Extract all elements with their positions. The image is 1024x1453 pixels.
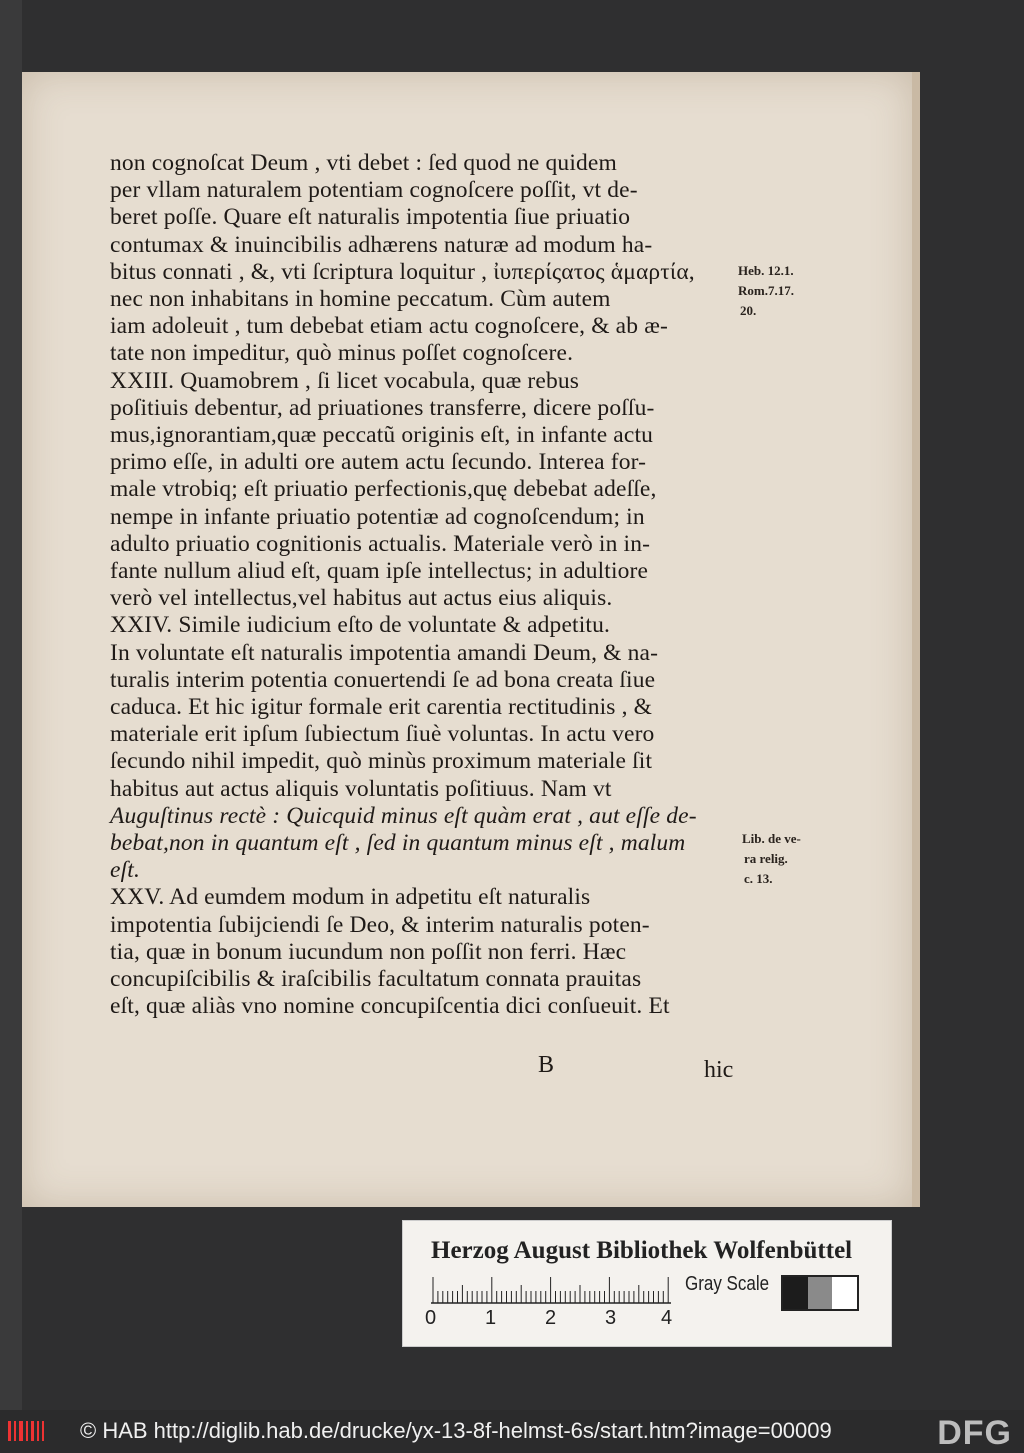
text-line: nec non inhabitans in homine peccatum. Cùm autem [110, 286, 611, 313]
page-edge [912, 72, 920, 1207]
text-line: bebat,non in quantum eſt , ſed in quantum minus eſt , malum [110, 830, 686, 857]
text-line: In voluntate eſt naturalis impotentia amandi Deum, & na- [110, 639, 659, 666]
text-line: nempe in infante priuatio potentiæ ad cognoſcendum; in [110, 503, 645, 530]
signature-mark: B [538, 1052, 555, 1078]
text-line: ſecundo nihil impedit, quò minùs proximum materiale ſit [110, 748, 653, 775]
ruler-number: 4 [661, 1307, 673, 1329]
text-line: poſitiuis debentur, ad priuationes transferre, dicere poſſu- [110, 394, 655, 421]
gray-scale-swatches [781, 1275, 859, 1311]
text-line: XXV. Ad eumdem modum in adpetitu eſt naturalis [110, 884, 591, 911]
text-line: tia, quæ in bonum iucundum non poſſit non ferri. Hæc [110, 938, 627, 965]
text-line: Auguſtinus rectè : Quicquid minus eſt quàm erat , aut eſſe de- [110, 802, 697, 829]
text-line: tate non impeditur, quò minus poſſet cognoſcere. [110, 340, 574, 367]
margin-note: ra relig. [744, 851, 788, 866]
ruler-number: 3 [605, 1307, 617, 1329]
swatch-gray [808, 1277, 833, 1309]
text-line: XXIII. Quamobrem , ſi licet vocabula, quæ rebus [110, 367, 580, 394]
text-line: concupiſcibilis & iraſcibilis facultatum connata prauitas [110, 966, 642, 993]
text-line: fante nullum aliud eſt, quam ipſe intellectus; in adultiore [110, 558, 649, 585]
text-line: per vllam naturalem potentiam cognoſcere poſſit, vt de- [110, 177, 638, 204]
gray-scale-label: Gray Scale [685, 1273, 770, 1295]
footer-bar [0, 1410, 1024, 1451]
text-line: impotentia ſubijciendi ſe Deo, & interim naturalis poten- [110, 911, 650, 938]
ruler-number: 0 [425, 1307, 437, 1329]
margin-note: c. 13. [744, 871, 773, 886]
scanner-edge [0, 0, 22, 1410]
text-line: eſt, quæ aliàs vno nomine concupiſcentia dici conſueuit. Et [110, 993, 670, 1020]
text-line: turalis interim potentia conuertendi ſe ad bona creata ſiue [110, 666, 656, 693]
ruler-number: 1 [485, 1307, 497, 1329]
text-line: verò vel intellectus,vel habitus aut actus eius aliquis. [110, 585, 613, 612]
text-line: contumax & inuincibilis adhærens naturæ ad modum ha- [110, 231, 653, 258]
text-line: non cognoſcat Deum , vti debet : ſed quod ne quidem [110, 150, 617, 176]
text-line: iam adoleuit , tum debebat etiam actu cognoſcere, & ab æ- [110, 313, 668, 340]
text-line: adulto priuatio cognitionis actualis. Materiale verò in in- [110, 530, 651, 557]
text-line: materiale erit ipſum ſubiectum ſiuè voluntas. In actu vero [110, 721, 655, 748]
text-line: caduca. Et hic igitur formale erit carentia rectitudinis , & [110, 694, 653, 721]
swatch-black [783, 1277, 808, 1309]
body-text [110, 150, 770, 1021]
ruler-number: 2 [545, 1307, 557, 1329]
text-line: bitus connati , &, vti ſcriptura loquitur , ἰυπερίςατος ἁμαρτία, [110, 258, 695, 285]
catchword: hic [704, 1057, 734, 1083]
text-line: male vtrobiq; eſt priuatio perfectionis,quę debebat adeſſe, [110, 476, 657, 503]
swatch-white [832, 1277, 857, 1309]
text-line: beret poſſe. Quare eſt naturalis impotentia ſiue priuatio [110, 204, 631, 231]
margin-note: 20. [740, 303, 757, 318]
library-label [402, 1220, 892, 1347]
barcode-logo-icon [6, 1418, 46, 1444]
text-line: eſt. [110, 857, 140, 884]
book-page [22, 72, 912, 1207]
ruler-scale [431, 1273, 671, 1305]
margin-note: Rom.7.17. [738, 283, 794, 298]
text-line: XXIV. Simile iudicium eſto de voluntate & adpetitu. [110, 612, 610, 639]
text-line: mus,ignorantiam,quæ peccatũ originis eſt, in infante actu [110, 422, 654, 449]
source-url: © HAB http://diglib.hab.de/drucke/yx-13-8f-helmst-6s/start.htm?image=00009 [80, 1418, 832, 1443]
margin-note: Lib. de ve- [742, 831, 801, 846]
margin-note: Heb. 12.1. [738, 263, 794, 278]
dfg-logo: DFG [937, 1414, 1012, 1452]
library-name: Herzog August Bibliothek Wolfenbüttel [431, 1237, 853, 1264]
text-line: primo eſſe, in adulti ore autem actu ſecundo. Interea for- [110, 449, 647, 476]
text-line: habitus aut actus aliquis voluntatis poſitiuus. Nam vt [110, 775, 612, 802]
